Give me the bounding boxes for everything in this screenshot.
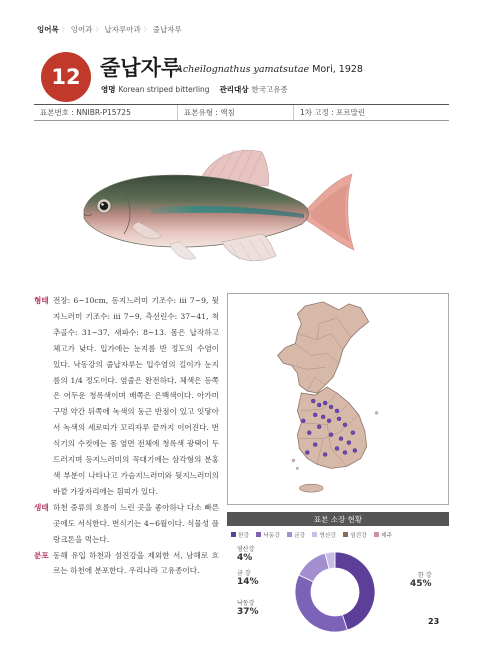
slice-label-pct: 45%: [410, 579, 432, 589]
legend-swatch: [343, 532, 348, 537]
section-text: 동해 유입 하천과 섬진강을 제외한 서, 남해로 흐르는 하천에 분포한다. 우리나라 고유종이다.: [53, 550, 219, 576]
legend-item: [256, 530, 280, 539]
description: [34, 293, 219, 579]
slice-label-name: 한 강: [418, 572, 432, 579]
section-text: 전장: 6~10cm, 등지느러미 기조수: iii 7~9, 뒷지느러미 기조수: iii 7~9, 측선린수: 37~41, 척추골수: 31~37, 새파수: 8~13. 몸은 납작하고 체고가 낮다. 입가에는 눈지름 반 정도의 수염이 있다. 낙동강의 줄납자루는 입수염의 길이가 눈지름의 1/4 정도이다. 옆줄은 완전하다. 체색은 등쪽은 어두운 청록색이며 배쪽은 은백색이다. 아가미구멍 약간 뒤쪽에 녹색의 둥근 반점이 있고 잇닿아서 녹색의 세로띠가 꼬리자루 끝까지 이어진다. 번식기의 수컷에는 몸 옆면 전체에 청록색 광택이 두드러지며 등지느러미의 꼭대기에는 삼각형의 분홍색 부분이 나타나고 가슴지느러미와 뒷지느러미의 바깥 가장자리에는 흰띠가 있다.: [53, 296, 219, 496]
slice-label-pct: 37%: [237, 607, 259, 617]
legend-item: [374, 530, 392, 539]
breadcrumb-item[interactable]: 잉어목: [37, 25, 59, 34]
slice-label-pct: 4%: [237, 553, 253, 563]
section-text: 하천 중류의 흐름이 느린 곳을 좋아하나 다소 빠른 곳에도 서식한다. 번식기는 4~6월이다. 식물성 플랑크톤을 먹는다.: [53, 502, 219, 544]
donut-slice: [299, 553, 329, 582]
legend-label: 섬진강: [350, 533, 367, 539]
legend-swatch: [312, 532, 317, 537]
breadcrumb-item[interactable]: 줄납자루: [152, 25, 182, 34]
section-heading: 생태: [34, 502, 49, 512]
breadcrumb: [37, 24, 182, 35]
section-morphology: [34, 293, 219, 500]
legend-item: [312, 530, 336, 539]
slice-label-han: [410, 572, 432, 589]
donut-slice: [295, 575, 347, 632]
specimen-type: 표본유형 : 액침: [178, 105, 294, 120]
distribution-map: [227, 293, 449, 505]
author: Mori, 1928: [312, 64, 363, 75]
breadcrumb-item[interactable]: 잉어과: [70, 25, 93, 34]
slice-label-pct: 14%: [237, 577, 259, 587]
legend-label: 낙동강: [263, 533, 281, 539]
slice-label-name: 영산강: [237, 546, 255, 553]
legend-swatch: [256, 532, 261, 537]
status-label: 관리대상: [219, 85, 249, 94]
legend-label: 제주: [380, 533, 393, 539]
chevron-right-icon: 〉: [143, 27, 150, 34]
legend-label: 영산강: [319, 533, 337, 539]
page-title: 줄납자루: [100, 56, 182, 80]
slice-label-nakdong: [237, 600, 259, 617]
english-label: 영명: [101, 85, 116, 94]
slice-label-yeongsan: [237, 546, 254, 563]
chart-legend: [231, 530, 451, 539]
specimen-fixation: 1차 고정 : 포르말린: [300, 108, 366, 117]
legend-label: 한강: [238, 533, 250, 539]
legend-item: [231, 530, 249, 539]
section-distribution: [34, 548, 219, 580]
legend-item: [343, 530, 367, 539]
chart-title: 표본 소장 현황: [227, 512, 449, 526]
legend-item: [287, 530, 305, 539]
page-number: 23: [428, 617, 440, 626]
donut-chart: [290, 547, 380, 637]
section-heading: 분포: [34, 550, 49, 560]
species-number-badge: 12: [41, 52, 91, 102]
english-name: Korean striped bitterling: [118, 85, 210, 94]
fish-image: [62, 138, 362, 268]
specimen-number: 표본번호 : NNIBR-P15725: [34, 105, 178, 120]
legend-swatch: [231, 532, 236, 537]
korea-map-graphic: [228, 294, 448, 504]
status-value: 한국고유종: [251, 85, 288, 94]
scientific-name-italic: Acheilognathus yamatsutae: [176, 64, 310, 75]
legend-swatch: [374, 532, 379, 537]
section-ecology: [34, 500, 219, 548]
legend-swatch: [287, 532, 292, 537]
slice-label-name: 낙동강: [237, 600, 255, 607]
chevron-right-icon: 〉: [95, 27, 102, 34]
section-heading: 형태: [34, 296, 49, 305]
legend-label: 금강: [294, 533, 306, 539]
slice-label-geum: [237, 570, 259, 587]
chevron-right-icon: 〉: [61, 27, 68, 34]
slice-label-name: 금 강: [237, 570, 251, 577]
scientific-name: [176, 64, 363, 75]
breadcrumb-item[interactable]: 납자루아과: [104, 25, 141, 34]
specimen-info-bar: [34, 104, 449, 121]
name-info: [101, 84, 288, 95]
